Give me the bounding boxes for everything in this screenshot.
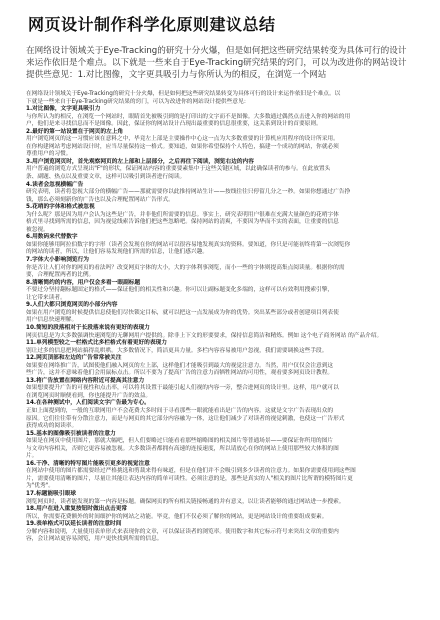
body-line: 不要过分坚持翻标题固定的格式——保证他们的相关性和兴趣。你可以让副标题变化多端的，这样可以有效利用搜索引擎， <box>26 287 334 294</box>
page-title: 网页设计制作科学化原则建议总结 <box>28 15 276 34</box>
body-line: 如果你能够用阿拉伯数字的字形（读者会发现在你的网站可以很容易地发现真实的资料。要知道，你只是可能初终将第一次浏览你 <box>26 241 351 248</box>
body-line: 浏览网页时，读者能发现的第一内容是标题。确保网页的所有相关链接畅通的并有意义，以让读者能够的通过网站进一步搜索。 <box>26 498 345 505</box>
section-heading: 14.在各种测试中，人们阅读文字广告最为专心。 <box>26 400 150 407</box>
body-line: 钱，那么必须刻新你的广告也以及合理配置网站广告形式。 <box>26 196 174 203</box>
body-line: 让它带来读者。 <box>26 294 66 301</box>
section-heading: 1.对比图像，文字更具吸引力 <box>26 106 101 113</box>
body-line: 正如上面提到的，一般的互联网用户不会花费大多时间于寻看那些一眼就能看出是广告的内容。这就是文字广告表现出众的 <box>26 407 334 414</box>
section-heading: 7.字体大小影响浏览行为 <box>26 257 89 264</box>
section-heading: 19.表单格式可以延长读者的注意时间 <box>26 521 122 528</box>
body-line: 户，他们是来寻找信息而不是图像。因此，保证你的网站设计凸现出最重要的信息很重要，这关系到设计的首要原则。 <box>26 121 322 128</box>
body-line: 些广告，这并不意味着他们会用鼠标点击。所以不要为了提高广告的注意力而牺牲网站的可用性，观看要多网页设计教程。 <box>26 370 334 377</box>
body-line: 分解内容和说明，大量使用表单形式来表现你的文章，可以保证读者的浏览率。使用数字和其它标示符号来突出文章的重要内 <box>26 528 339 535</box>
body-line: 容，会让网站更容易浏览，用户更快找到所需的信息。 <box>26 536 163 543</box>
section-heading: 15.基本的图像吸引被读者的注意力 <box>26 430 116 437</box>
body-line: 研究表明，读者将忽视大部分的横幅广告——那就需要你以此推持网站生计——按线往往只停留几分之一秒。如果你想通过广告挣 <box>26 189 351 196</box>
body-line: 如果在用户浏览的时候提供信息使他们尽快锁定目标，就可以把这一点发展成为你的优势。突出某些部分或者创建项目列表使 <box>26 309 339 316</box>
body-line: 原因。它们往往带有分散注意力，而是与网页的其它部分内容融为一体，这让他们减少了对读者的视觉刺激，也使这一广告形式 <box>26 415 345 422</box>
section-heading: 17.标题能吸引眼球 <box>26 490 76 497</box>
body-line: 在网络设计领域关于Eye-Tracking的研究十分火爆，但是如何把这些研究结果转变为具体可行的设计来运作依旧是个难点。以 <box>26 91 341 97</box>
section-heading: 10.简短的段落相对于长段落来说有更好的表现力 <box>26 324 150 331</box>
section-heading: 6.用数码来代替数字 <box>26 234 78 241</box>
article-body <box>26 91 414 544</box>
body-line: 获得成功的阅读率。 <box>26 423 78 430</box>
section-heading: 5.花哨的字体和格式被忽视 <box>26 204 95 211</box>
section-heading: 11.单列模型较之一栏格式比多栏格式有着更好的表现力 <box>26 340 167 347</box>
body-line: 格式里寻找到所需的信息，因为视觉线索告诉他们把这些忽略吧。保持网站的清爽，不要因为华而不实的表面，让重要的信息 <box>26 219 339 226</box>
body-line: 的网站的读者，所以，让他们容易发现他们所需的信息，让他们感兴趣。 <box>26 249 208 256</box>
body-line: 下就是一些来自于Eye-Tracking研究结果的窍门，可以为改进你的网站设计提供些意见： <box>26 98 250 105</box>
body-line: 为什么呢？那是因为用户会认为这些是广告，并非他们所需要的信息。事实上，研究表明用户很难在充满大量颜色的花哨字体 <box>26 211 339 218</box>
section-heading: 13.将广告放置在网络内容附近可提高其注意力 <box>26 377 145 384</box>
intro-paragraph: 在网络设计领域关于Eye-Tracking的研究十分火爆，但是如何把这些研究结果转变为具体可行的设计来运作依旧是个难点。以下就是一些来自于Eye-Tracking研究结果的窍门，可以为改进你的网站设计提供些意见：1.对比图像，文字更具吸引力与你所认为的相反，在浏览一个网站 <box>26 46 407 80</box>
body-line: 在你构建网站考虑网站设计时，应当尽量保持这一格式。要知道，如果你希望保持个人特色，搞建一个成功的网站，你就必须 <box>26 143 339 150</box>
section-heading: 8.清晰简约的内容，用户仅会多看一眼副标题 <box>26 279 141 286</box>
body-line: 你是否让人们对你的网页的看法吗？改变网页字体的大小，大的字体利事浏览，而小一些的字体则提高集点阅读量。根据你的需 <box>26 264 345 271</box>
section-heading: 9.人们大都只浏览网页的小部分内容 <box>26 302 118 309</box>
body-line: 片。 <box>26 453 38 460</box>
section-heading: 2.最好的第一站设置在于网页的左上角 <box>26 128 124 135</box>
body-line: 用户浏览网页的这一习惯应该在意料之中，毕竟左上部是主要操作中心这一点为大多数重要的计算机应用程序的设计所采用。 <box>26 136 339 143</box>
body-line: 尊重用户的习惯。 <box>26 151 72 158</box>
body-line: 如果要在网络推广告，试图使他们融入网页的左上部，这样他们才能吸引到最大的视觉注意力。当然，用户仅仅会注意到这 <box>26 362 334 369</box>
body-line: 与你所认为的相反，在浏览一个网站时，眼睛首先被吸引到的是打印出的文字而不是图像。大多数通过偶然点击进入你的网站的用 <box>26 113 351 120</box>
body-line: 与文章内容相关，否则它更容易被忽视。大多数读者都拥有高速的连接速度，所以请放心在你的网站上使用那些较大体积的图 <box>26 445 339 452</box>
body-line: 在网站中使用的图片都需要经过严格挑选和剪裁来得有味道，但是在他们并不会吸引到多少读者的注意力。如果你需要使用到这些图 <box>26 468 356 475</box>
body-line: 在浏览网页时顺便看到，你也能提升广告的效益。 <box>26 392 152 399</box>
body-line: 条、副题、热点以及重要文章，这样可以吸引到读者进行阅读。 <box>26 174 186 181</box>
body-line: 如果想要提升广告的可视性和点击率，可以将其设置于最能引起人们视的内容一旁，整合进网页的设计里。这样，用户就可以 <box>26 385 339 392</box>
body-line: 用户普遍的浏览方式呈现出"F"的形状，保证网站内容的重要要素集中于这些关键区域，以此确保读者的参与。在此放置头 <box>26 166 331 173</box>
body-line: 别让过多的信息把网站搞得乱哄哄。大多数情况下，简洁更具力量。多栏内容容易被用户忽视，我们需要调换这些手段。 <box>26 347 328 354</box>
body-line: 网页信息是为大多数强调快速浏览的无聊网用户提供的。除非上下文的形要要求，保持信息简洁和精炼。例如 这个电子商务网站 的产品介绍。 <box>26 332 383 339</box>
body-line: 为"优秀"。 <box>26 483 54 490</box>
body-line: 用户信息快速理解。 <box>26 317 78 324</box>
body-line: 要，合理配置两者的比例。 <box>26 272 95 279</box>
section-heading: 12.网页顶部和左边的广告常常被关注 <box>26 355 122 362</box>
body-line: 片，需要使用清晰的图片，尽量让其能让表达内容的简单可读性。必须注意的是，那些是真实的人"相关的图片比所谓的模特图片更 <box>26 475 353 482</box>
body-line: 如果是在网页中使用图片，那就大幅吧，但人们要略过只能看看那些缩略图的相关图片等普通场景——要保证你所用的图片 <box>26 438 334 445</box>
section-heading: 3.用户浏览网页时，首先观察网页的左上部和上层部分，之后再往下阅读，浏览右边的内容 <box>26 158 254 165</box>
body-line: 所以，你需要花费额外的时间细护你的网站之功能。毕竟，他们不仅必须了解你的网站，更是网站设计的重要组成要素。 <box>26 513 328 520</box>
section-heading: 4.读者会忽视横幅广告 <box>26 181 84 188</box>
section-heading: 18.用户在进入重复按钮时做出点击更常 <box>26 506 128 513</box>
section-heading: 16.干净、清晰的特写图片能吸引更多的视觉注意 <box>26 460 150 467</box>
body-line: 被忽视。 <box>26 226 49 233</box>
